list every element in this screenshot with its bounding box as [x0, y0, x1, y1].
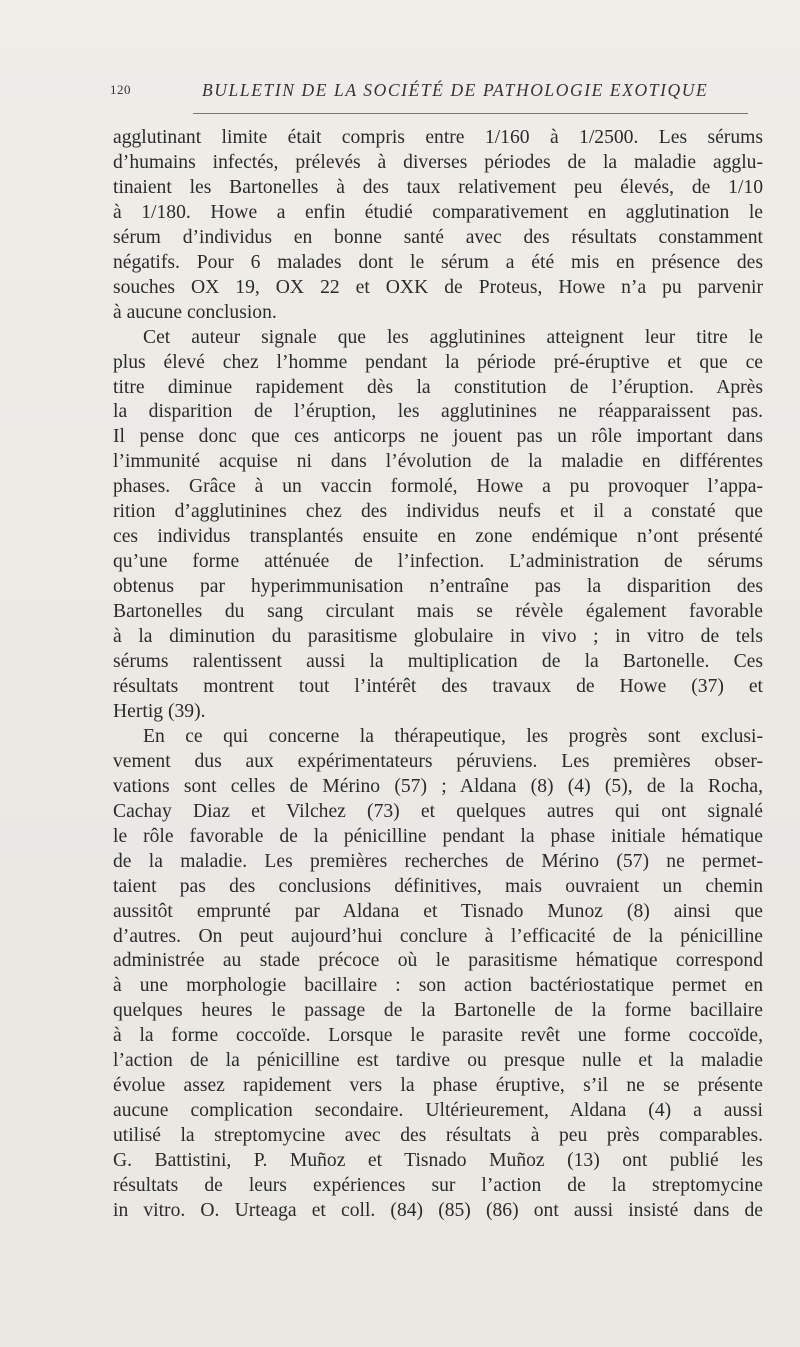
text-line: résultats de leurs expériences sur l’action de la streptomycine	[113, 1175, 763, 1197]
text-line: Cet auteur signale que les agglutinines atteignent leur titre le	[143, 326, 763, 348]
text-line: l’immunité acquise ni dans l’évolution de la maladie en différentes	[113, 451, 763, 473]
text-line: résultats montrent tout l’intérêt des travaux de Howe (37) et	[113, 675, 763, 697]
text-line: aucune complication secondaire. Ultérieurement, Aldana (4) a aussi	[113, 1100, 763, 1122]
paragraph-1	[113, 126, 763, 326]
text-line: plus élevé chez l’homme pendant la période pré-éruptive et que ce	[113, 351, 763, 373]
page-number: 120	[110, 82, 131, 97]
text-line: phases. Grâce à un vaccin formolé, Howe a pu provoquer l’appa-	[113, 476, 763, 498]
text-line: in vitro. O. Urteaga et coll. (84) (85) (86) ont aussi insisté dans de	[113, 1199, 763, 1221]
text-line: à aucune conclusion.	[113, 301, 277, 323]
paragraph-2	[113, 326, 763, 725]
text-line: l’action de la pénicilline est tardive ou presque nulle et la maladie	[113, 1050, 763, 1072]
page-header	[110, 82, 755, 112]
text-line: Bartonelles du sang circulant mais se révèle également favorable	[113, 601, 763, 623]
text-line: souches OX 19, OX 22 et OXK de Proteus, Howe n’a pu parvenir	[113, 276, 763, 298]
body-text	[113, 126, 763, 1224]
text-line: sérum d’individus en bonne santé avec des résultats constamment	[113, 226, 763, 248]
text-line: à 1/180. Howe a enfin étudié comparativement en agglutination le	[113, 201, 763, 223]
text-line: qu’une forme atténuée de l’infection. L’administration de sérums	[113, 551, 763, 573]
text-line: sérums ralentissent aussi la multiplication de la Bartonelle. Ces	[113, 651, 763, 673]
text-line: administrée au stade précoce où le parasitisme hématique correspond	[113, 950, 763, 972]
text-line: aussitôt emprunté par Aldana et Tisnado Munoz (8) ainsi que	[113, 900, 763, 922]
text-line: En ce qui concerne la thérapeutique, les progrès sont exclusi-	[143, 725, 763, 747]
text-line: le rôle favorable de la pénicilline pendant la phase initiale hématique	[113, 825, 763, 847]
text-line: d’humains infectés, prélevés à diverses périodes de la maladie agglu-	[113, 151, 763, 173]
text-line: titre diminue rapidement dès la constitution de l’éruption. Après	[113, 376, 763, 398]
text-line: évolue assez rapidement vers la phase éruptive, s’il ne se présente	[113, 1075, 763, 1097]
text-line: taient pas des conclusions définitives, mais ouvraient un chemin	[113, 875, 763, 897]
text-line: quelques heures le passage de la Bartonelle de la forme bacillaire	[113, 1000, 763, 1022]
text-line: utilisé la streptomycine avec des résultats à peu près comparables.	[113, 1125, 763, 1147]
text-line: obtenus par hyperimmunisation n’entraîne pas la disparition des	[113, 576, 763, 598]
text-line: vations sont celles de Mérino (57) ; Aldana (8) (4) (5), de la Rocha,	[113, 775, 763, 797]
text-line: G. Battistini, P. Muñoz et Tisnado Muñoz (13) ont publié les	[113, 1150, 763, 1172]
text-line: Cachay Diaz et Vilchez (73) et quelques autres qui ont signalé	[113, 800, 763, 822]
text-line: à une morphologie bacillaire : son action bactériostatique permet en	[113, 975, 763, 997]
text-line: négatifs. Pour 6 malades dont le sérum a été mis en présence des	[113, 251, 763, 273]
text-line: ces individus transplantés ensuite en zone endémique n’ont présenté	[113, 526, 763, 548]
text-line: la disparition de l’éruption, les agglutinines ne réapparaissent pas.	[113, 401, 763, 423]
text-line: Hertig (39).	[113, 700, 206, 722]
paragraph-3	[113, 725, 763, 1224]
text-line: tinaient les Bartonelles à des taux relativement peu élevés, de 1/10	[113, 176, 763, 198]
text-line: agglutinant limite était compris entre 1/160 à 1/2500. Les sérums	[113, 127, 763, 148]
text-line: rition d’agglutinines chez des individus neufs et il a constaté que	[113, 501, 763, 523]
header-rule	[193, 113, 748, 114]
text-line: vement dus aux expérimentateurs péruviens. Les premières obser-	[113, 750, 763, 772]
text-line: de la maladie. Les premières recherches de Mérino (57) ne permet-	[113, 850, 763, 872]
text-line: d’autres. On peut aujourd’hui conclure à l’efficacité de la pénicilline	[113, 925, 763, 947]
text-line: à la diminution du parasitisme globulaire in vivo ; in vitro de tels	[113, 626, 763, 648]
text-line: à la forme coccoïde. Lorsque le parasite revêt une forme coccoïde,	[113, 1025, 763, 1047]
text-line: Il pense donc que ces anticorps ne jouent pas un rôle important dans	[113, 426, 763, 448]
running-title: BULLETIN DE LA SOCIÉTÉ DE PATHOLOGIE EXOTIQUE	[202, 80, 709, 100]
